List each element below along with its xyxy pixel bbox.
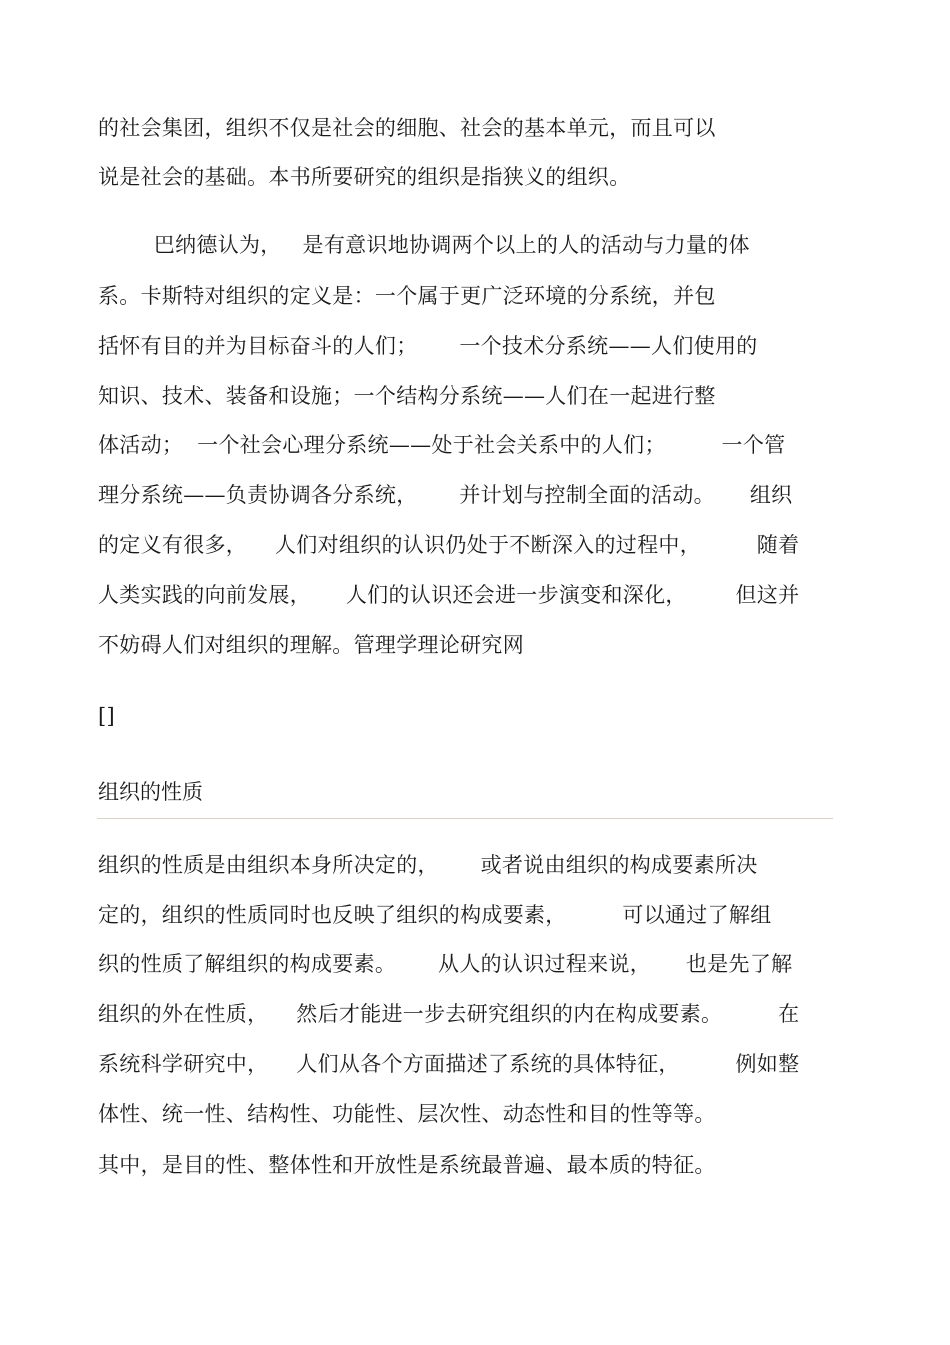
- paragraph-2-line-8: 人类实践的向前发展， 人们的认识还会进一步演变和深化， 但这并: [98, 583, 800, 607]
- paragraph-2-line-5: 体活动； 一个社会心理分系统——处于社会关系中的人们； 一个管: [98, 433, 786, 457]
- paragraph-3-line-6: 体性、统一性、结构性、功能性、层次性、动态性和目的性等等。: [98, 1102, 716, 1126]
- paragraph-1-line-1: 的社会集团，组织不仅是社会的细胞、社会的基本单元，而且可以: [98, 116, 716, 140]
- paragraph-3-line-7: 其中，是目的性、整体性和开放性是系统最普遍、最本质的特征。: [98, 1153, 716, 1177]
- paragraph-3-line-2: 定的，组织的性质同时也反映了组织的构成要素， 可以通过了解组: [98, 903, 772, 927]
- paragraph-2-line-3: 括怀有目的并为目标奋斗的人们； 一个技术分系统——人们使用的: [98, 334, 758, 358]
- section-heading: 组织的性质: [98, 780, 203, 804]
- paragraph-2-line-9: 不妨碍人们对组织的理解。管理学理论研究网: [98, 633, 524, 657]
- paragraph-3-line-5: 系统科学研究中， 人们从各个方面描述了系统的具体特征， 例如整: [98, 1052, 800, 1076]
- paragraph-3-line-1: 组织的性质是由组织本身所决定的， 或者说由组织的构成要素所决: [98, 853, 758, 877]
- paragraph-2-line-2: 系。卡斯特对组织的定义是：一个属于更广泛环境的分系统，并包: [98, 284, 716, 308]
- paragraph-2-line-7: 的定义有很多， 人们对组织的认识仍处于不断深入的过程中， 随着: [98, 533, 800, 557]
- heading-divider: [97, 818, 833, 819]
- paragraph-2-line-6: 理分系统——负责协调各分系统， 并计划与控制全面的活动。 组织: [98, 483, 793, 507]
- bracket-marker: []: [98, 704, 115, 728]
- paragraph-1-line-2: 说是社会的基础。本书所要研究的组织是指狭义的组织。: [98, 165, 631, 189]
- paragraph-3-line-3: 织的性质了解组织的构成要素。 从人的认识过程来说， 也是先了解: [98, 952, 793, 976]
- paragraph-2-line-4: 知识、技术、装备和设施；一个结构分系统——人们在一起进行整: [98, 384, 716, 408]
- paragraph-2-line-1: 巴纳德认为， 是有意识地协调两个以上的人的活动与力量的体: [98, 233, 750, 257]
- paragraph-3-line-4: 组织的外在性质， 然后才能进一步去研究组织的内在构成要素。 在: [98, 1002, 800, 1026]
